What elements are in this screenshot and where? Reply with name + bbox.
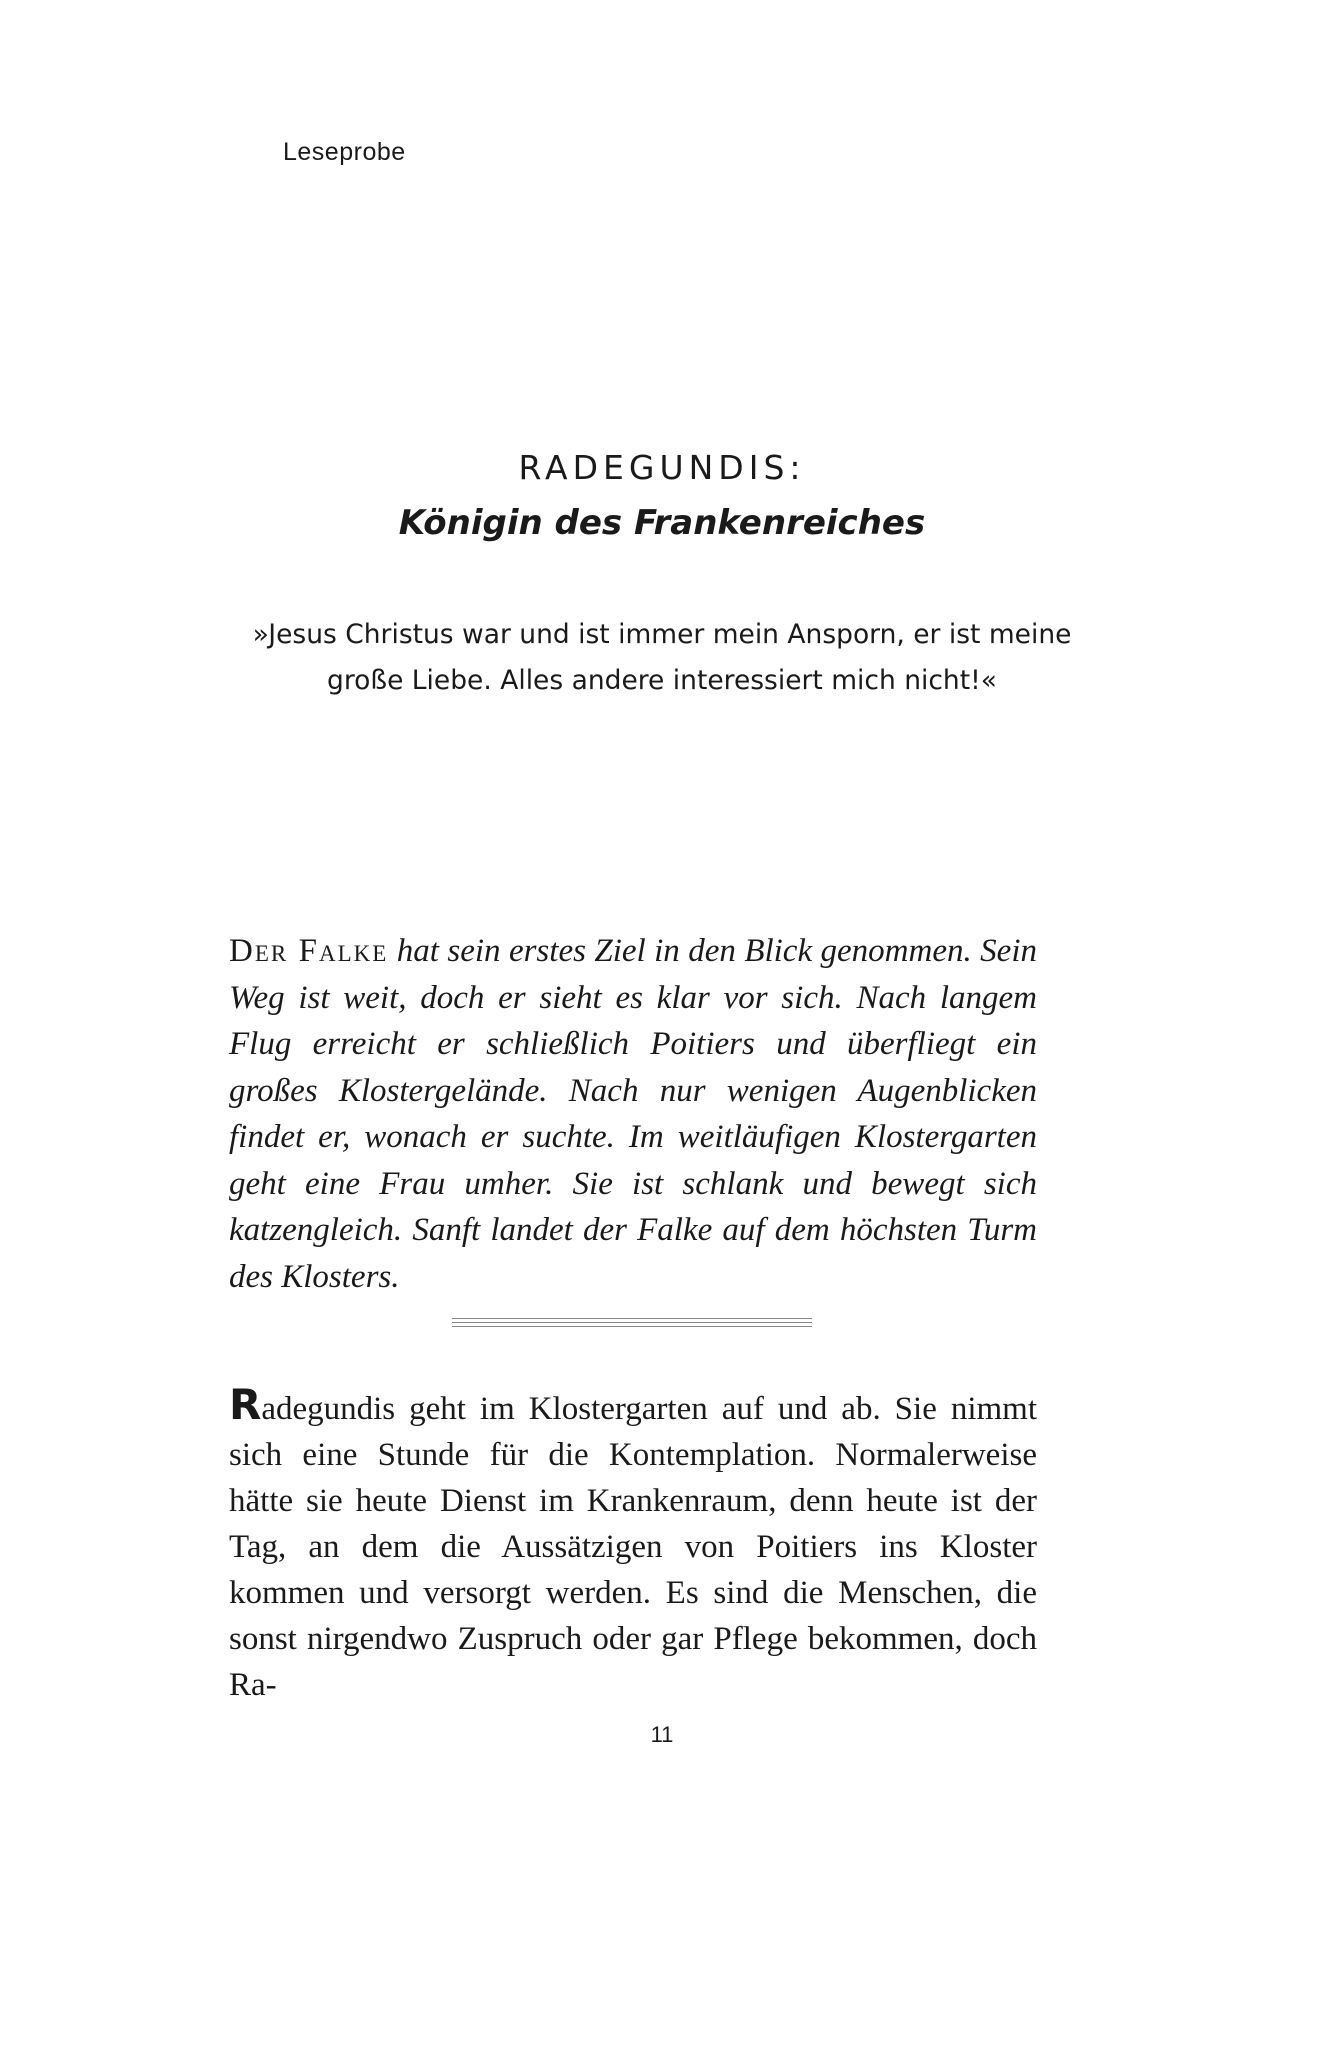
motto-quote: [230, 612, 1094, 704]
motto-line-1: »Jesus Christus war und ist immer mein Ansporn, er ist meine: [252, 619, 1072, 650]
chapter-subtitle: Königin des Frankenreiches: [398, 503, 926, 543]
body-text: adegundis geht im Klostergarten auf und ab. Sie nimmt sich eine Stunde für die Kontemplation. Normalerweise hätte sie heute Dienst im Krankenraum, denn heute ist der Tag, an dem die Aussätzigen von Poitiers ins Kloster kommen und versorgt werden. Es sind die Menschen, die sonst nirgendwo Zuspruch oder gar Pflege bekommen, doch Ra-: [229, 1391, 1037, 1703]
motto-line-2: große Liebe. Alles andere interessiert mich nicht!«: [327, 665, 997, 696]
separator-line-top: [452, 1318, 812, 1319]
separator-line-bottom: [452, 1326, 812, 1327]
intro-text: hat sein erstes Ziel in den Blick genommen. Sein Weg ist weit, doch er sieht es klar vor sich. Nach langem Flug erreicht er schließlich Poitiers und überfliegt ein großes Klostergelände. Nach nur wenigen Augenblicken findet er, wonach er suchte. Im weitläufigen Klostergarten geht eine Frau umher. Sie ist schlank und bewegt sich katzengleich. Sanft landet der Falke auf dem höchsten Turm des Klosters.: [229, 933, 1037, 1295]
separator-line-middle: [452, 1322, 812, 1323]
header-label: Leseprobe: [283, 138, 406, 166]
page-number: 11: [650, 1722, 674, 1747]
chapter-title: RADEGUNDIS:: [518, 448, 806, 487]
section-separator: [452, 1318, 812, 1327]
drop-cap: R: [229, 1380, 262, 1429]
intro-lead-words: Der Falke: [229, 933, 389, 969]
body-paragraph: [229, 1380, 1037, 1708]
intro-paragraph: [229, 928, 1037, 1300]
